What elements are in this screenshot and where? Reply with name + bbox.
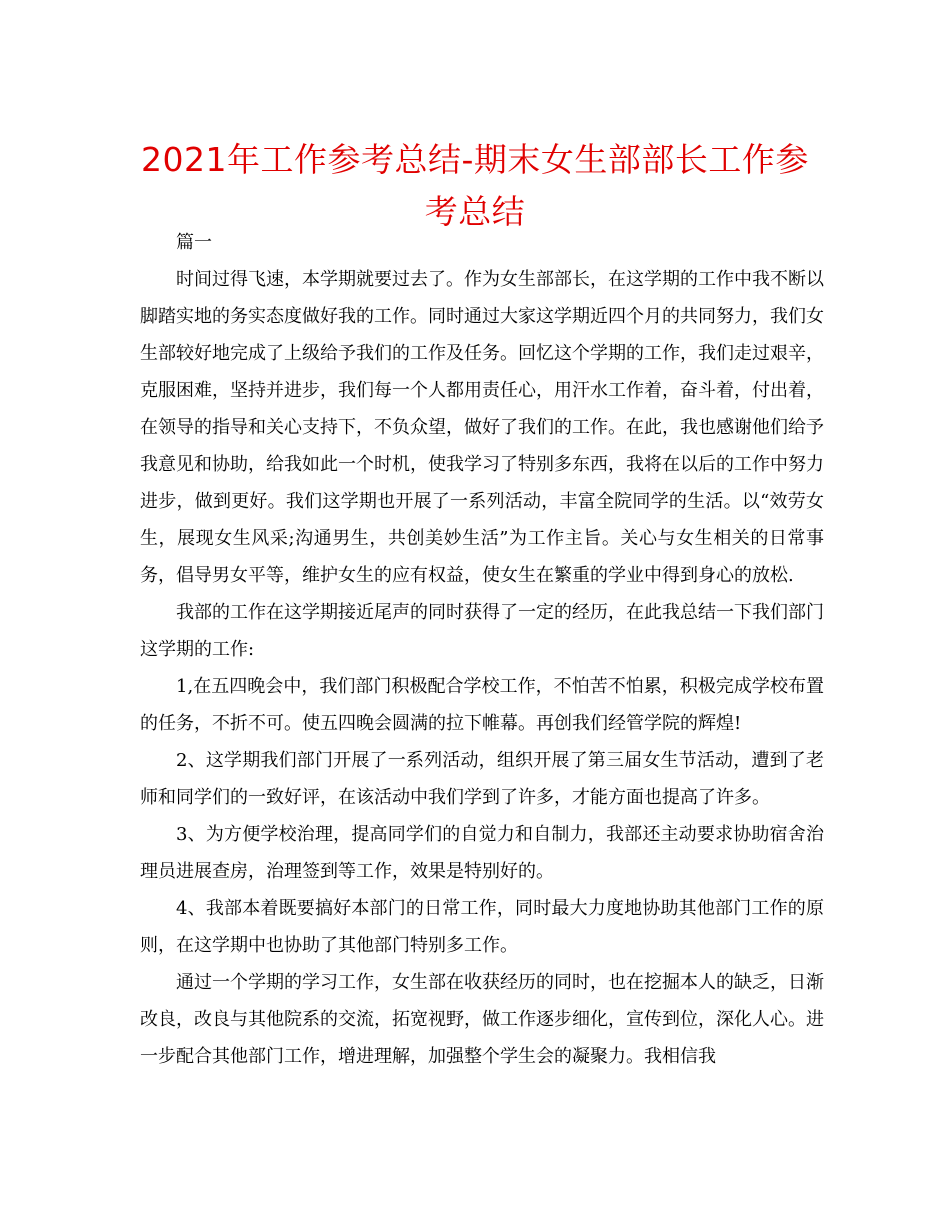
section-heading: 篇一 bbox=[176, 232, 212, 253]
document-body bbox=[140, 224, 824, 1075]
list-item: 1,在五四晚会中，我们部门积极配合学校工作，不怕苦不怕累，积极完成学校布置的任务，不折不可。使五四晚会圆满的拉下帷幕。再创我们经管学院的辉煌! bbox=[140, 676, 824, 734]
list-item: 2、这学期我们部门开展了一系列活动，组织开展了第三届女生节活动，遭到了老师和同学们的一致好评，在该活动中我们学到了许多，才能方面也提高了许多。 bbox=[140, 750, 824, 808]
paragraph: 通过一个学期的学习工作，女生部在收获经历的同时，也在挖掘本人的缺乏，日渐改良，改良与其他院系的交流，拓宽视野，做工作逐步细化，宣传到位，深化人心。进一步配合其他部门工作，增进理解，加强整个学生会的凝聚力。我相信我 bbox=[140, 972, 824, 1067]
list-item: 4、我部本着既要搞好本部门的日常工作，同时最大力度地协助其他部门工作的原则，在这学期中也协助了其他部门特别多工作。 bbox=[140, 898, 824, 956]
list-item: 3、为方便学校治理，提高同学们的自觉力和自制力，我部还主动要求协助宿舍治理员进展查房，治理签到等工作，效果是特别好的。 bbox=[140, 824, 824, 882]
document-title: 2021年工作参考总结-期末女生部部长工作参考总结 bbox=[141, 140, 809, 231]
paragraph: 我部的工作在这学期接近尾声的同时获得了一定的经历，在此我总结一下我们部门这学期的工作: bbox=[140, 602, 824, 660]
paragraph: 时间过得飞速，本学期就要过去了。作为女生部部长，在这学期的工作中我不断以脚踏实地的务实态度做好我的工作。同时通过大家这学期近四个月的共同努力，我们女生部较好地完成了上级给予我们的工作及任务。回忆这个学期的工作，我们走过艰辛，克服困难，坚持并进步，我们每一个人都用责任心，用汗水工作着，奋斗着，付出着，在领导的指导和关心支持下，不负众望，做好了我们的工作。在此，我也感谢他们给予我意见和协助，给我如此一个时机，使我学习了特别多东西，我将在以后的工作中努力进步，做到更好。我们这学期也开展了一系列活动，丰富全院同学的生活。以“效劳女生，展现女生风采;沟通男生，共创美妙生活”为工作主旨。关心与女生相关的日常事务，倡导男女平等，维护女生的应有权益，使女生在繁重的学业中得到身心的放松. bbox=[140, 269, 824, 586]
